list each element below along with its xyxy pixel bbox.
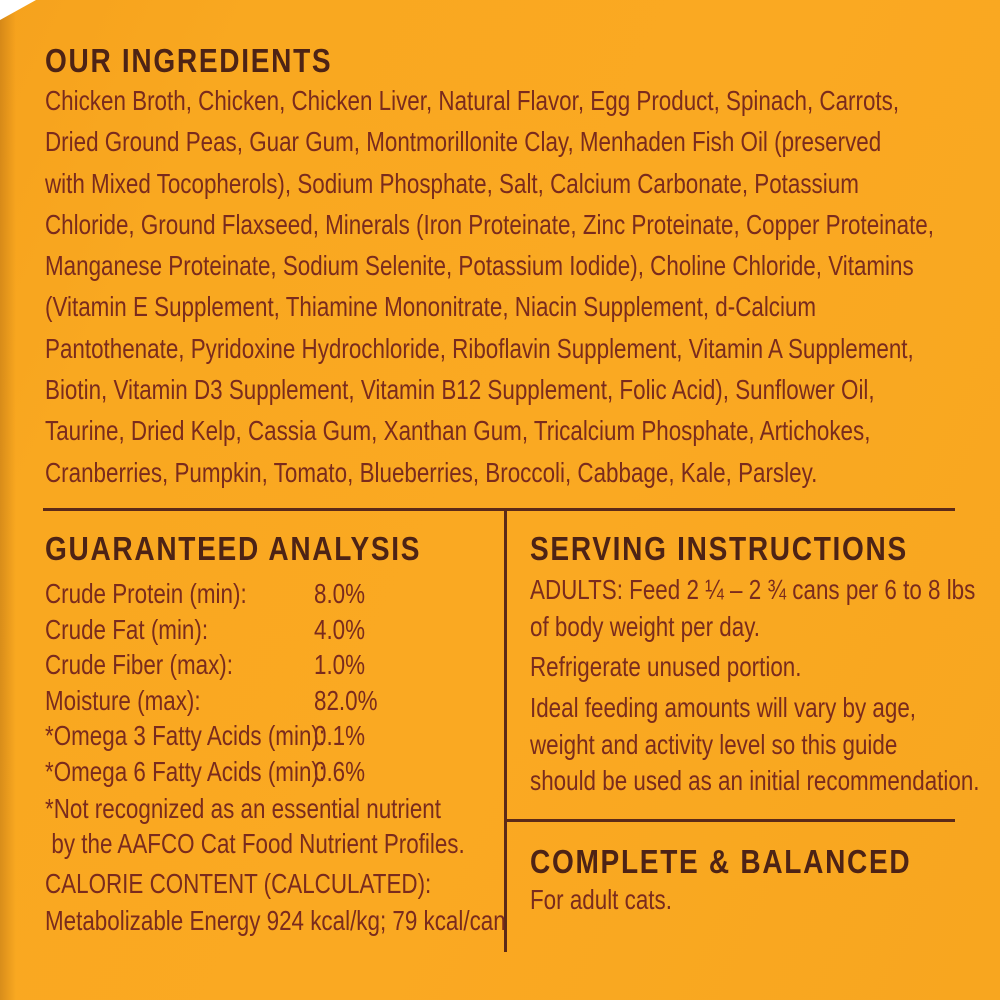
footnote-line: *Not recognized as an essential nutrient <box>45 793 441 824</box>
table-row <box>45 754 515 790</box>
nutrient-value: 1.0% <box>314 649 366 681</box>
complete-balanced-body <box>530 882 707 919</box>
complete-balanced-text: For adult cats. <box>530 884 672 915</box>
nutrient-label: Moisture (max): <box>45 684 201 716</box>
ingredients-line: Taurine, Dried Kelp, Cassia Gum, Xanthan Gum, Tricalcium Phosphate, Artichokes, <box>45 415 871 447</box>
serving-adults-paragraph <box>530 572 1000 645</box>
table-row <box>45 647 515 683</box>
ingredients-line: Chloride, Ground Flaxseed, Minerals (Iron Proteinate, Zinc Proteinate, Copper Proteinate, <box>45 208 934 240</box>
ingredients-line: (Vitamin E Supplement, Thiamine Mononitrate, Niacin Supplement, d-Calcium <box>45 291 817 323</box>
nutrient-value: 8.0% <box>314 578 366 609</box>
ingredients-heading: OUR INGREDIENTS <box>45 42 333 79</box>
serving-instructions-heading: SERVING INSTRUCTIONS <box>530 530 908 567</box>
serving-line: Ideal feeding amounts will vary by age, <box>530 692 916 723</box>
complete-balanced-heading: COMPLETE & BALANCED <box>530 843 912 880</box>
guaranteed-analysis-table <box>45 576 515 790</box>
left-edge-shadow <box>0 0 16 1000</box>
nutrient-label: *Omega 6 Fatty Acids (min): <box>45 755 326 787</box>
calorie-heading: CALORIE CONTENT (CALCULATED): <box>45 868 432 899</box>
nutrient-label: Crude Fat (min): <box>45 613 209 645</box>
calorie-value: Metabolizable Energy 924 kcal/kg; 79 kcal/can <box>45 904 506 936</box>
aafco-footnote <box>45 791 570 861</box>
ingredients-line: Chicken Broth, Chicken, Chicken Liver, Natural Flavor, Egg Product, Spinach, Carrots, <box>45 85 900 116</box>
nutrient-value: 0.6% <box>314 755 366 787</box>
serving-line: of body weight per day. <box>530 610 760 642</box>
table-row <box>45 718 515 754</box>
guaranteed-analysis-heading: GUARANTEED ANALYSIS <box>45 530 422 567</box>
serving-line: ADULTS: Feed 2 ¼ – 2 ¾ cans per 6 to 8 lbs <box>530 574 976 605</box>
ideal-feeding-paragraph <box>530 690 1000 800</box>
table-row <box>45 576 515 612</box>
horizontal-divider-right <box>504 819 955 822</box>
table-row <box>45 683 515 719</box>
nutrient-label: *Omega 3 Fatty Acids (min): <box>45 720 326 752</box>
nutrient-value: 0.1% <box>314 720 366 752</box>
nutrient-label: Crude Protein (min): <box>45 578 247 609</box>
refrigerate-note <box>530 649 869 686</box>
footnote-line: by the AAFCO Cat Food Nutrient Profiles. <box>51 828 465 859</box>
ingredients-paragraph <box>45 80 1000 493</box>
serving-line: Refrigerate unused portion. <box>530 651 802 682</box>
table-row <box>45 612 515 648</box>
nutrient-value: 82.0% <box>314 684 378 716</box>
nutrient-value: 4.0% <box>314 613 366 645</box>
ingredients-line: Cranberries, Pumpkin, Tomato, Blueberries, Broccoli, Cabbage, Kale, Parsley. <box>45 456 818 488</box>
horizontal-divider-top <box>43 508 955 511</box>
nutrient-label: Crude Fiber (max): <box>45 649 233 681</box>
ingredients-line: Pantothenate, Pyridoxine Hydrochloride, Riboflavin Supplement, Vitamin A Supplement, <box>45 332 914 364</box>
serving-line: weight and activity level so this guide <box>530 728 898 760</box>
serving-line: should be used as an initial recommendation. <box>530 765 980 796</box>
ingredients-line: with Mixed Tocopherols), Sodium Phosphate, Salt, Calcium Carbonate, Potassium <box>45 167 859 199</box>
ingredients-line: Dried Ground Peas, Guar Gum, Montmorillonite Clay, Menhaden Fish Oil (preserved <box>45 126 882 158</box>
ingredients-line: Manganese Proteinate, Sodium Selenite, Potassium Iodide), Choline Chloride, Vitamins <box>45 250 914 282</box>
ingredients-line: Biotin, Vitamin D3 Supplement, Vitamin B12 Supplement, Folic Acid), Sunflower Oil, <box>45 374 875 406</box>
top-left-white-corner <box>0 0 36 20</box>
